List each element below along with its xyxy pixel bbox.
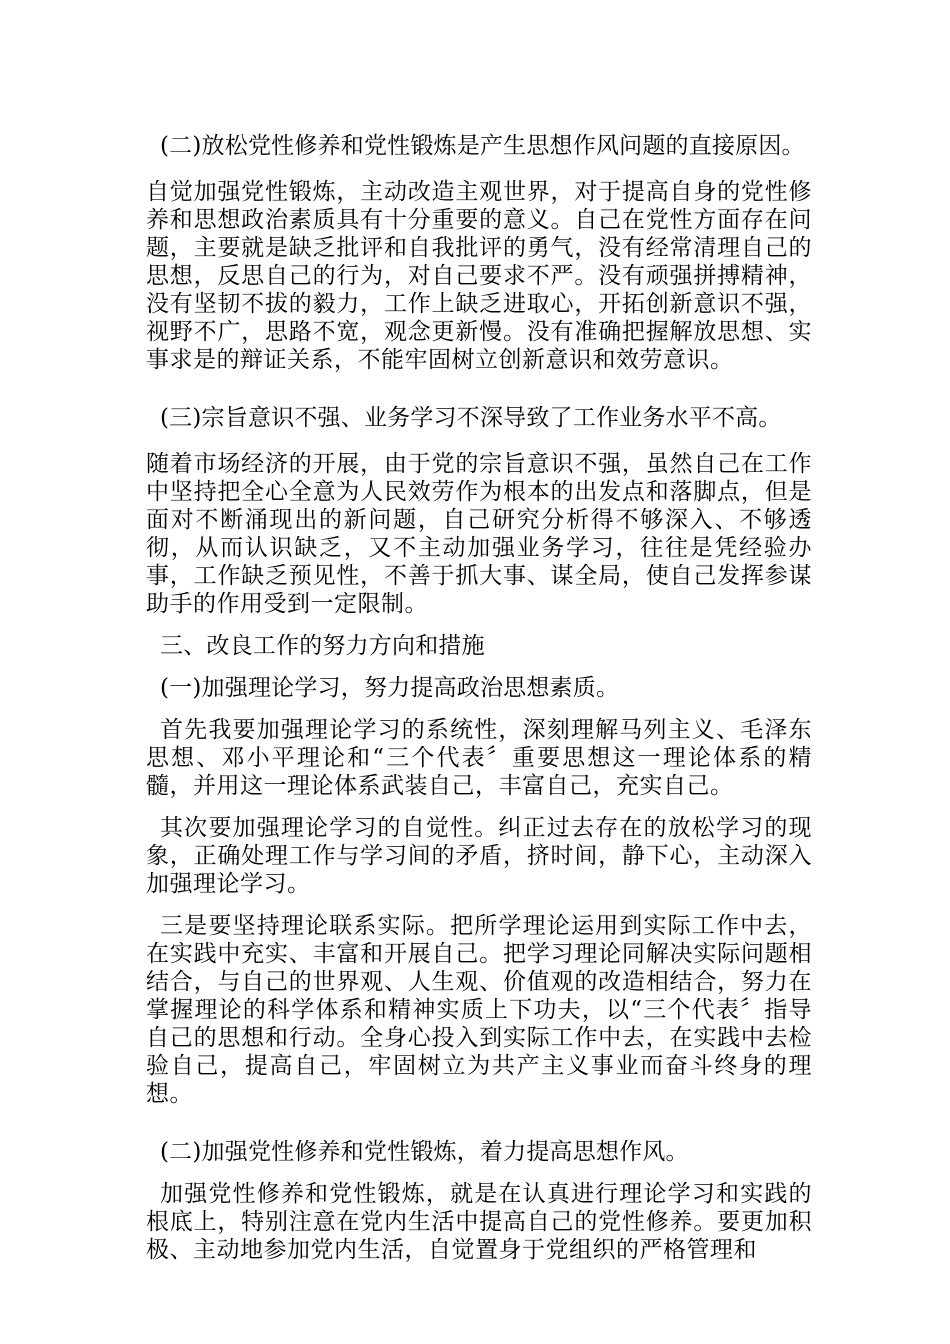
chapter-heading: 三、改良工作的努力方向和措施	[160, 633, 485, 659]
paragraph: 三是要坚持理论联系实际。把所学理论运用到实际工作中去，在实践中充实、丰富和开展自己。把学习理论同解决实际问题相结合，与自己的世界观、人生观、价值观的改造相结合，努力在掌握理论的科学体系和精神实质上下功夫，以“三个代表〞指导自己的思想和行动。全身心投入到实际工作中去，在实践中去检验自己，提高自己，牢固树立为共产主义事业而奋斗终身的理想。	[146, 913, 812, 1107]
subsection-heading-2: (二)加强党性修养和党性锻炼，着力提高思想作风。	[160, 1139, 689, 1165]
document-body	[146, 132, 812, 1264]
subsection-heading-1: (一)加强理论学习，努力提高政治思想素质。	[160, 675, 620, 701]
paragraph: 自觉加强党性锻炼，主动改造主观世界，对于提高自身的党性修养和思想政治素质具有十分重要的意义。自己在党性方面存在问题，主要就是缺乏批评和自我批评的勇气，没有经常清理自己的思想，反思自己的行为，对自己要求不严。没有顽强拼搏精神，没有坚韧不拔的毅力，工作上缺乏进取心，开拓创新意识不强，视野不广，思路不宽，观念更新慢。没有准确把握解放思想、实事求是的辩证关系，不能牢固树立创新意识和效劳意识。	[146, 179, 812, 373]
section-heading-3: (三)宗旨意识不强、业务学习不深导致了工作业务水平不高。	[160, 405, 782, 431]
paragraph: 首先我要加强理论学习的系统性，深刻理解马列主义、毛泽东思想、邓小平理论和“三个代表〞重要思想这一理论体系的精髓，并用这一理论体系武装自己，丰富自己，充实自己。	[146, 717, 812, 799]
section-heading-2: (二)放松党性修养和党性锻炼是产生思想作风问题的直接原因。	[160, 133, 805, 159]
paragraph: 其次要加强理论学习的自觉性。纠正过去存在的放松学习的现象，正确处理工作与学习间的矛盾，挤时间，静下心，主动深入加强理论学习。	[146, 815, 812, 897]
paragraph: 加强党性修养和党性锻炼，就是在认真进行理论学习和实践的根底上，特别注意在党内生活中提高自己的党性修养。要更加积极、主动地参加党内生活，自觉置身于党组织的严格管理和	[146, 1181, 812, 1263]
paragraph: 随着市场经济的开展，由于党的宗旨意识不强，虽然自己在工作中坚持把全心全意为人民效劳作为根本的出发点和落脚点，但是面对不断涌现出的新问题，自己研究分析得不够深入、不够透彻，从而认识缺乏，又不主动加强业务学习，往往是凭经验办事，工作缺乏预见性，不善于抓大事、谋全局，使自己发挥参谋助手的作用受到一定限制。	[146, 451, 812, 617]
